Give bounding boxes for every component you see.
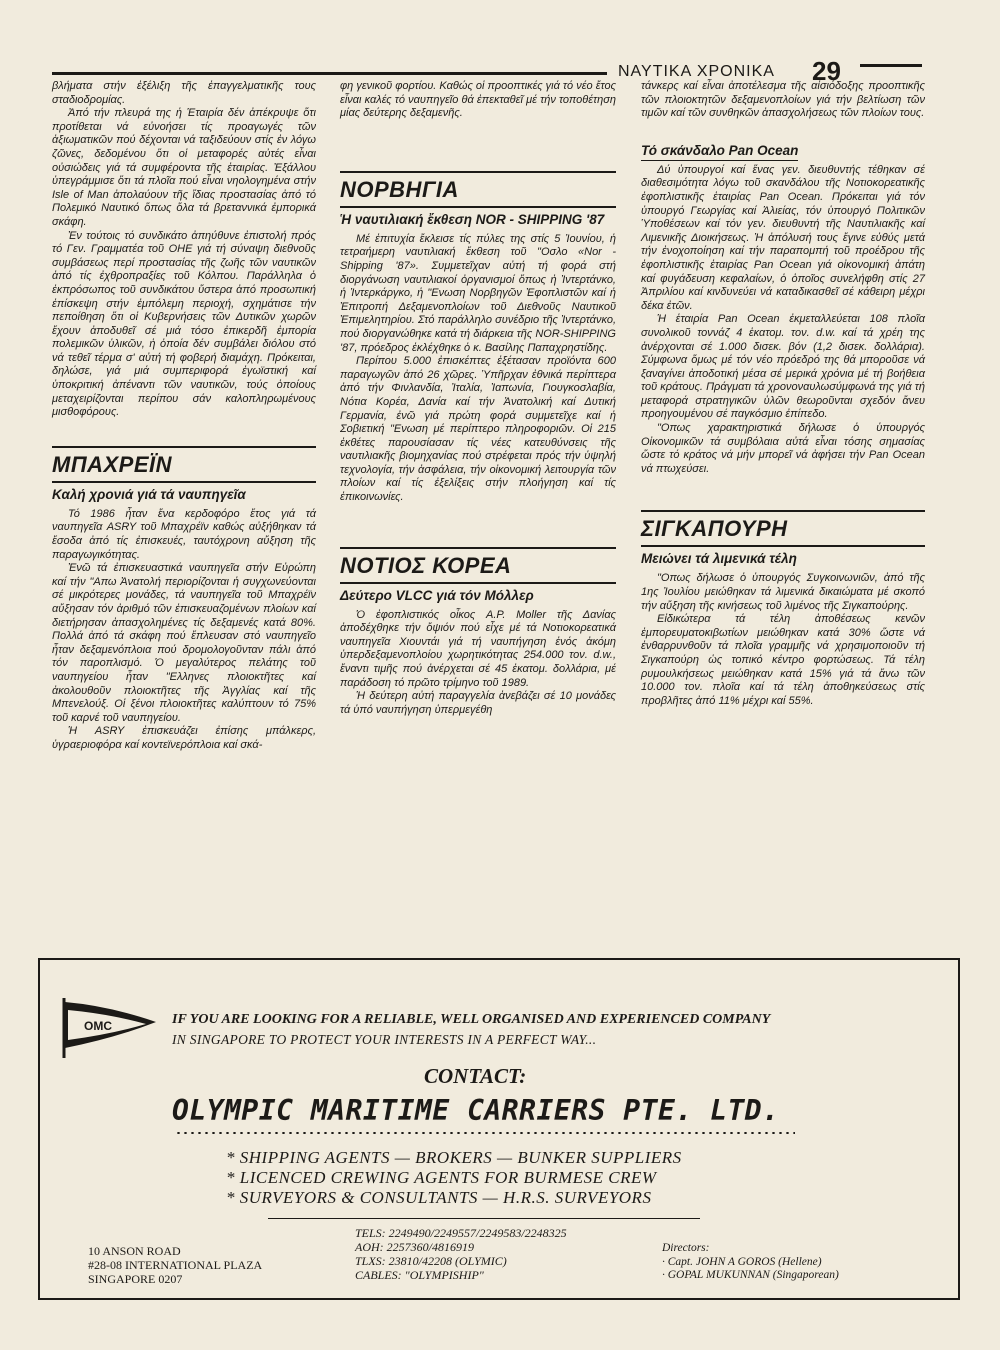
paragraph: Ἡ δεύτερη αὐτή παραγγελία ἀνεβάζει σέ 10 μονάδες τά ὑπό ναυπήγηση ὑπερμεγέθη — [340, 690, 616, 716]
address-line: 10 ANSON ROAD — [88, 1244, 181, 1258]
paragraph: Ἐνῶ τά ἐπισκευαστικά ναυπηγεῖα στήν Εὐρώπη καί τήν "Απω Ἀνατολή περιορίζονται ἡ συγχωνεύονται σέ μικρότερες μονάδες, τά ναυπηγεῖα τοῦ Μπαχρέϊν αὔξησαν τόν ἀριθμό τῶν ἐπισκευαζομένων πλοίων καί διετήρησαν ἀπασχολημένες τίς δεξαμενές κατά 80%. Πολλά ἀπό τά σκάφη πού ἔπλευσαν στό ναυπηγεῖο ἦταν δεξαμενόπλοια πού δρομολογοῦνταν πάλι ἀπό τόν παροπλισμό. Ὁ μεγαλύτερος πελάτης τοῦ ναυπηγείου ἦταν "Ελληνες πλοιοκτῆτες καί ἀκολουθοῦν πλοιοκτῆτες τῆς Ἀγγλίας καί τῆς Μπενελούξ. Οἱ ξένοι πλοιοκτῆτες καλύπτουν τό 75% τοῦ καρνέ τοῦ ναυπηγείου. — [52, 562, 316, 724]
address-line: SINGAPORE 0207 — [88, 1272, 183, 1286]
ad-divider — [268, 1218, 700, 1219]
service-line: * SURVEYORS & CONSULTANTS — H.R.S. SURVEYORS — [226, 1188, 652, 1207]
ad-contact-label: CONTACT: — [424, 1064, 527, 1088]
company-name: OLYMPIC MARITIME CARRIERS PTE. LTD. — [172, 1094, 780, 1127]
column-3 — [641, 80, 925, 708]
director: · GOPAL MUKUNNAN (Singaporean) — [662, 1269, 839, 1281]
paragraph: Δύ ὑπουργοί καί ἕνας γεν. διευθυντής τέθηκαν σέ διαθεσιμότητα λόγω τοῦ σκανδάλου τῆς Νοτιοκορεατικῆς ἐφοπλιστικῆς ἑταιρίας Pan Ocean. Πρόκειται γιά τόν ὑπουργό Γεωργίας καί Ἁλιείας, τόν ὑπουργό Πολιτικῶν Ὑποθέσεων καί τόν γεν. διευθυντή τῆς Ναυτιλιακῆς καί Λιμενικῆς Διοικήσεως. Ἡ ἀπόλυσή τους ἔγινε εὐθύς μετά τήν ἐνοχοποίηση καί τήν παραπομπή τοῦ προέδρου τῆς ἐφοπλιστικῆς ἑταιρίας Pan Ocean γιά οἰκονομική ἀπάτη καί φυγάδευση κεφαλαίων, ὁ ὁποῖος συνελήφθη στίς 27 Ἀπριλίου καί κινδυνεύει νά καταδικασθεῖ σέ κάθειρη μέχρι δέκα ἐτῶν. — [641, 163, 925, 312]
paragraph: Ἡ ἑταιρία Pan Ocean ἐκμεταλλεύεται 108 πλοῖα συνολικοῦ τοννάζ 4 ἑκατομ. τον. d.w. καί τά χρέη της ἀνέρχονται σέ 1.000 δισεκ. βόν (1,2 δισεκ. δολλάρια). Σύμφωνα ὅμως μέ τόν νέο πρόεδρό της θά μποροῦσε νά ξαναγίνει ἀποδοτική μέσα σέ μερικά χρόνια μέ τή βοήθεια τοῦ κράτους. Πράγματι τά χρονοναυλωσύμφωνά της γιά τή μεταφορά στρατηγικῶν ὑλῶν θεωροῦνται σχεδόν ἄνευ προηγουμένου σέ παγκόσμιο ἐπίπεδο. — [641, 313, 925, 421]
ad-headline-2: IN SINGAPORE TO PROTECT YOUR INTERESTS IN A PERFECT WAY... — [172, 1032, 597, 1047]
section-rule — [340, 582, 616, 584]
section-subtitle: Δεύτερο VLCC γιά τόν Μόλλερ — [340, 587, 534, 603]
dotted-separator — [175, 1130, 795, 1136]
section-rule — [641, 510, 925, 512]
contact-line: CABLES: "OLYMPISHIP" — [355, 1268, 484, 1282]
paragraph: φη γενικοῦ φορτίου. Καθώς οἱ προοπτικές γιά τό νέο ἔτος εἶναι καλές τό ναυπηγεῖο θά ἐπεκταθεῖ μέ τήν τοποθέτηση μίας δεύτερης δεξαμενῆς. — [340, 80, 616, 120]
directors-block — [662, 1242, 839, 1283]
paragraph: τάνκερς καί εἶναι ἀποτέλεσμα τῆς αἰσιόδοξης προοπτικῆς τῶν πλοιοκτητῶν δεξαμενοπλοίων γιά τήν βελτίωση τῶν τιμῶν καί τῶν συνθηκῶν ἀπασχολήσεως τῶν πλοίων τους. — [641, 80, 925, 120]
paragraph: Ἀπό τήν πλευρά της ἡ Ἑταιρία δέν ἀπέκρυψε ὅτι προτίθεται νά εὐνοήσει τίς προαγωγές τῶν ἀξιωματικῶν πού δέχονται νά ταξιδεύουν στίς ἐν λόγω ζῶνες, δεδομένου ὅτι οἱ μεταφορές αὐτές εἶναι οὐσιώδεις γιά τά συμφέροντα τῆς ἑταιρίας. Ἐξάλλου ὑπεγράμμισε ὅτι τά πλοῖα πού εἶναι νηολογημένα στήν Isle of Man ἀπολαύουν τῆς ἴδιας προστασίας ἀπό τό Πολεμικό Ναυτικό ὅπως ὅλα τά βρεταννικά ἐμπορικά σκάφη. — [52, 107, 316, 228]
column-2 — [340, 80, 616, 717]
contact-line: TLXS: 23810/42208 (OLYMIC) — [355, 1254, 507, 1268]
contact-details — [355, 1226, 567, 1282]
service-line: * SHIPPING AGENTS — BROKERS — BUNKER SUPPLIERS — [226, 1148, 682, 1167]
paragraph: Τό 1986 ἦταν ἕνα κερδοφόρο ἔτος γιά τά ναυπηγεῖα ASRY τοῦ Μπαχρέϊν καθώς αὐξήθηκαν τά ἔσοδα ἀπό τίς ἐπισκευές, ταυτόχρονη αὔξηση τῆς παραγωγικότητας. — [52, 507, 316, 561]
section-subtitle: Μειώνει τά λιμενικά τέλη — [641, 551, 797, 567]
paragraph: "Οπως δήλωσε ὁ ὑπουργός Συγκοινωνιῶν, ἀπό τῆς 1ης Ἰουλίου μειώθηκαν τά λιμενικά δικαιώματα μέ σκοπό τήν αὔξηση τῆς κινήσεως τοῦ λιμένος τῆς Σιγκαπούρης. — [641, 572, 925, 612]
director: · Capt. JOHN A GOROS (Hellene) — [662, 1255, 822, 1268]
paragraph: Περίπου 5.000 ἐπισκέπτες ἐξέτασαν προϊόντα 600 παραγωγῶν ἀπό 26 χῶρες. Ὑπῆρχαν ἐθνικά περίπτερα ἀπό τήν Φινλανδία, Ἰταλία, Ἰαπωνία, Γιουγκοσλαβία, Νότια Κορέα, Δανία καί τήν Ἀνατολική καί Δυτική Γερμανία, ἐνῶ γιά πρώτη φορά συμμετεῖχε καί ἡ Σοβιετική "Ενωση μέ περίπτερο πληροφοριῶν. Οἱ 215 ἐκθέτες παρουσίασαν τίς νέες κατευθύνσεις τῆς ναυτιλιακῆς βιομηχανίας πού στρέφεται πρός τήν ὑψηλή τεχνολογία, τήν ἀσφάλεια, τήν οἰκονομική λειτουργία τῶν πλοίων καί τίς ἐξελίξεις στήν πλοήγηση καί τίς ἐπικοινωνίες. — [340, 355, 616, 504]
paragraph: Ἐν τούτοις τό συνδικάτο ἀπηύθυνε ἐπιστολή πρός τό Γεν. Γραμματέα τοῦ ΟΗΕ γιά τή σύναψη διεθνοῦς συμβάσεως περί προστασίας τῆς ζωῆς τῶν ναυτικῶν ἀπό τίς ἐχθροπραξίες τοῦ Κόλπου. Παράλληλα ὁ ἐκπρόσωπος τοῦ συνδικάτου ὕστερα ἀπό προσωπική ἐπίσκεψη στήν ἐμπόλεμη περιοχή, σχημάτισε τήν πεποίθηση ὅτι οἱ Κυβερνήσεις τῶν Δυτικῶν χωρῶν ἔχουν ἀποδυθεῖ σέ μιά τόσο ἐπικερδῆ ἐμπορία πολεμικῶν ὑλικῶν, ἡ ὁποία δέν συμβάλει διόλου στό νά τεθεῖ τέρμα σ' αὐτή τή φοβερή διαμάχη. Πρόκειται, δηλώσε, γιά μιά συμπεριφορά ἐγωϊστική καί ὑποκριτική ἀπέναντι τῶν ναυτικῶν, τούς ὁποίους μεταχειρίζονται περίπου σάν καλοπληρωμένους μισθοφόρους. — [52, 229, 316, 419]
subheading-pan-ocean: Τό σκάνδαλο Pan Ocean — [641, 143, 925, 159]
paragraph: Εἰδικώτερα τά τέλη ἀποθέσεως κενῶν ἐμπορευματοκιβωτίων μειώθηκαν κατά 30% ὥστε νά ἐνθαρρυνθοῦν τά πλοῖα γραμμῆς νά χρησιμοποιοῦν τή Σιγκαπούρη ὡς τοπικό κέντρο φορτώσεως. Τά τέλη ρυμουλκήσεως μειώθηκαν κατά 15% γιά τά ἄνω τῶν 10.000 τον. πλοῖα καί τά τέλη ἀποθηκεύσεως στίς προβλῆτες ἀπό 11% μέχρι καί 55%. — [641, 613, 925, 707]
section-rule — [340, 547, 616, 549]
ad-headline-1: IF YOU ARE LOOKING FOR A RELIABLE, WELL ORGANISED AND EXPERIENCED COMPANY — [172, 1012, 771, 1027]
contact-line: AOH: 2257360/4816919 — [355, 1240, 474, 1254]
omc-flag-logo — [60, 996, 160, 1060]
paragraph: "Οπως χαρακτηριστικά δήλωσε ὁ ὑπουργός Οἰκονομικῶν τά συμβόλαια αὐτά εἶναι τόσης σημασίας ὥστε τό κράτος νά μήν μπορεῖ νά ἀφήσει τήν Pan Ocean νά πτωχεύσει. — [641, 422, 925, 475]
section-title-bahrain: ΜΠΑΧΡΕΪΝ — [52, 451, 173, 477]
section-rule — [641, 545, 925, 547]
address-block — [88, 1244, 262, 1286]
paragraph: Μέ ἐπιτυχία ἔκλεισε τίς πύλες της στίς 5 Ἰουνίου, ἡ τετραήμερη ναυτιλιακή ἔκθεση τοῦ "Οσλο «Nor - Shipping '87». Συμμετεῖχαν αὐτή τή φορά στή διοργάνωση ναυτιλιακοί ὀργανισμοί ὅπως ἡ Ἰντερτάνκο, ἡ Ἰντερκάργκο, ἡ "Ενωση Νορβηγῶν Ἐφοπλιστῶν καί ἡ Ἐπιτροπή Δεξαμενοπλοίων τοῦ Διεθνοῦς Ναυτικοῦ Ἐπιμελητηρίου. Στό παράλληλο συνέδριο τῆς Ἰντερτάνκο, πού διοργανώθηκε κατά τή διάρκεια τῆς NOR-SHIPPING '87, πρόεδρος ἐκλέχθηκε ὁ κ. Βασίλης Παπαχρηστίδης. — [340, 232, 616, 354]
service-line: * LICENCED CREWING AGENTS FOR BURMESE CREW — [226, 1168, 657, 1187]
column-1 — [52, 80, 316, 753]
section-rule — [340, 171, 616, 173]
page-number: 29 — [812, 56, 841, 86]
header-rule-left — [52, 72, 607, 75]
flag-logo-text: OMC — [84, 1019, 112, 1033]
section-rule — [52, 481, 316, 483]
address-line: #28-08 INTERNATIONAL PLAZA — [88, 1258, 263, 1272]
section-subtitle: Ἡ ναυτιλιακή ἔκθεση NOR - SHIPPING '87 — [340, 211, 605, 227]
section-subtitle: Καλή χρονιά γιά τά ναυπηγεῖα — [52, 486, 246, 502]
contact-line: TELS: 2249490/2249557/2249583/2248325 — [355, 1226, 567, 1240]
section-rule — [340, 206, 616, 208]
paragraph: Ὁ ἐφοπλιστικός οἶκος A.P. Moller τῆς Δανίας ἀποδέχθηκε τήν ὄψιόν πού εἶχε μέ τά Νοτιοκορεατικά ναυπηγεῖα Χιουντάι γιά τή ναυπήγηση ἑνός ἀκόμη ὑπερδεξαμενοπλοίου χωρητικότητας 254.000 τον. d.w., ἔναντι τιμῆς πού ἀνέρχεται σέ 45 ἑκατομ. δολλάρια, μέ παράδοση τό πρῶτο τρίμηνο τοῦ 1989. — [340, 608, 616, 689]
section-title-south-korea: ΝΟΤΙΟΣ ΚΟΡΕΑ — [340, 552, 512, 578]
paragraph: Ἡ ASRY ἐπισκευάζει ἐπίσης μπάλκερς, ὑγραεριοφόρα καί κοντεϊνερόπλοια καί σκά- — [52, 725, 316, 751]
directors-label: Directors: — [662, 1242, 710, 1254]
section-title-norway: ΝΟΡΒΗΓΙΑ — [340, 176, 459, 202]
header-rule-right — [860, 64, 922, 67]
section-rule — [52, 446, 316, 448]
paragraph: βλήματα στήν ἐξέλιξη τῆς ἐπαγγελματικῆς τους σταδιοδρομίας. — [52, 80, 316, 106]
section-title-singapore: ΣΙΓΚΑΠΟΥΡΗ — [641, 516, 788, 542]
magazine-title: ΝΑΥΤΙΚΑ ΧΡΟΝΙΚΑ — [618, 63, 775, 80]
